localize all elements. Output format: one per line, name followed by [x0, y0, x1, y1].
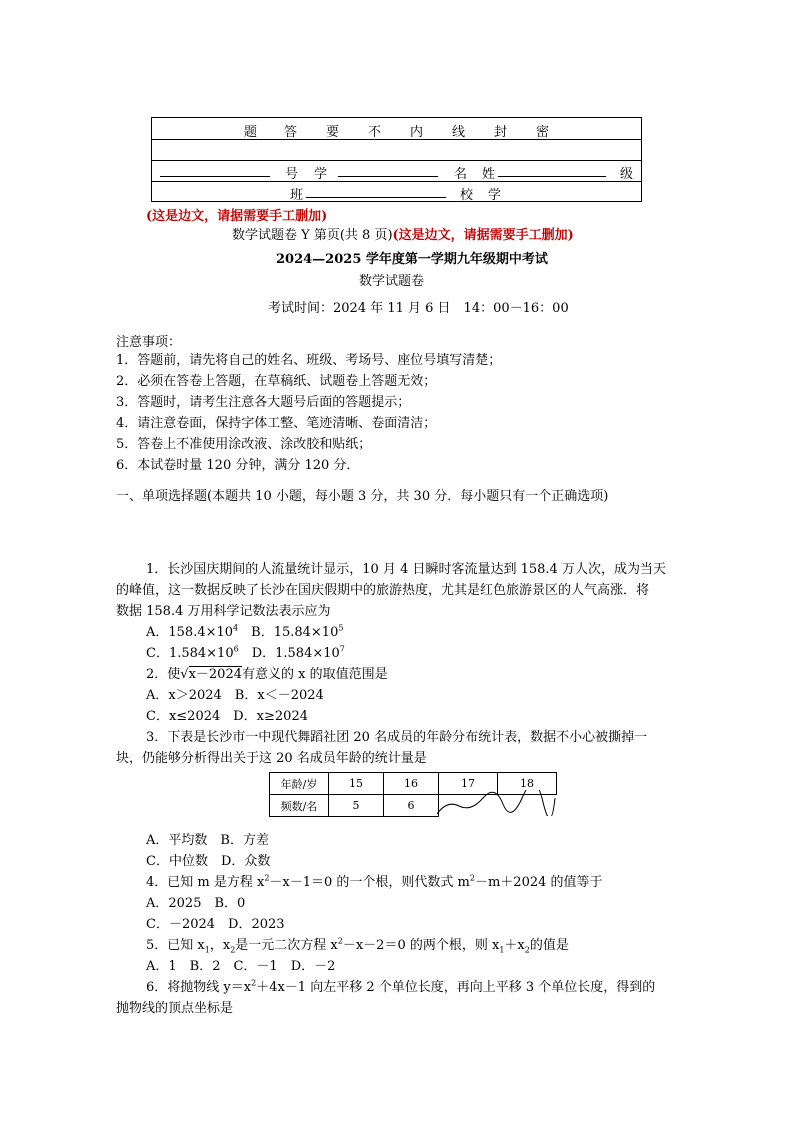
seal-char: 不: [368, 125, 382, 140]
option-text: D．1.584×10: [238, 646, 340, 661]
question-text: [146, 871, 603, 890]
seal-label: 学: [488, 188, 502, 203]
question-text: [146, 934, 569, 955]
seal-label: 学: [314, 167, 328, 182]
seal-char: 线: [452, 125, 466, 140]
option-text: A．158.4×10: [146, 625, 234, 640]
options-row: A．平均数 B．方差: [146, 833, 269, 848]
seal-char: 封: [494, 125, 508, 140]
table-cell: 6: [384, 795, 439, 817]
notes-heading: 注意事项：: [116, 335, 182, 350]
question-part: 2．使: [146, 667, 181, 682]
subscript: 1: [499, 945, 505, 955]
margin-note: (这是边文，请据需要手工删加): [146, 209, 328, 224]
options-row: C．－2024 D．2023: [146, 917, 285, 932]
question-part: 的值是: [529, 938, 569, 953]
question-part: 4．已知 m 是方程 x: [146, 875, 265, 890]
question-text: 抛物线的顶点坐标是: [116, 1001, 234, 1016]
seal-label: 名: [454, 167, 468, 182]
school-blank[interactable]: [306, 197, 446, 198]
table-cell: 15: [329, 773, 384, 795]
seal-label: 班: [290, 188, 304, 203]
torn-edge: [437, 790, 557, 816]
exponent: 2: [469, 873, 475, 883]
note-item: 6．本试卷时量 120 分钟，满分 120 分．: [116, 458, 360, 473]
exponent: 7: [339, 644, 345, 654]
note-item: 1．答题前，请先将自己的姓名、班级、考场号、座位号填写清楚；: [116, 353, 502, 368]
question-text: 数据 158.4 万用科学记数法表示应为: [116, 604, 331, 619]
note-item: 5．答卷上不准使用涂改液、涂改胶和贴纸；: [116, 437, 372, 452]
options-row: A．1 B．2 C．－1 D．－2: [146, 959, 336, 974]
seal-row-4: [152, 181, 641, 202]
class-blank[interactable]: [498, 176, 606, 177]
question-part: －m＋2024 的值等于: [474, 875, 603, 890]
note-item: 4．请注意卷面，保持字体工整、笔迹清晰、卷面清洁；: [116, 416, 437, 431]
paper-name: 数学试题卷: [359, 274, 425, 289]
seal-label: 号: [285, 167, 299, 182]
margin-note-2: (这是边文，请据需要手工删加): [392, 228, 574, 243]
note-item: 2．必须在答卷上答题，在草稿纸、试题卷上答题无效；: [116, 374, 437, 389]
seal-char: 要: [326, 125, 340, 140]
options-row: A．x＞2024 B．x＜－2024: [146, 688, 324, 703]
options-row: [146, 642, 345, 661]
name-blank[interactable]: [338, 176, 438, 177]
subscript: 2: [230, 945, 236, 955]
seal-label: 姓: [482, 167, 496, 182]
question-text: 的峰值，这一数据反映了长沙在国庆假期中的旅游热度，尤其是红色旅游景区的人气高涨．将: [116, 583, 650, 598]
exponent: 4: [233, 623, 239, 633]
seal-row-2: [152, 139, 641, 161]
sqrt-icon: √: [180, 667, 189, 682]
table-cell: 17: [439, 773, 498, 795]
table-cell: 5: [329, 795, 384, 817]
seal-row-1: [152, 118, 641, 140]
options-row: [146, 621, 343, 640]
exponent: 2: [264, 873, 270, 883]
section-heading: 一、单项选择题(本题共 10 小题，每小题 3 分，共 30 分．每小题只有一个正确选项): [116, 489, 609, 504]
options-row: C．中位数 D．众数: [146, 854, 271, 869]
exponent: 6: [233, 644, 239, 654]
question-text: [146, 976, 655, 995]
table-cell: 18: [498, 773, 557, 795]
question-text: 1．长沙国庆期间的人流量统计显示，10 月 4 日瞬时客流量达到 158.4 万人次，成为当天: [146, 562, 666, 577]
options-row: A．2025 B．0: [146, 896, 246, 911]
question-part: 是一元二次方程 x: [235, 938, 338, 953]
exam-time: 考试时间：2024 年 11 月 6 日 14：00－16：00: [268, 301, 569, 316]
seal-char: 题: [244, 125, 258, 140]
option-text: B．15.84×10: [238, 625, 339, 640]
question-part: 5．已知 x: [146, 938, 205, 953]
seal-label: 校: [460, 188, 474, 203]
question-part: ＋x: [504, 938, 525, 953]
question-text: 3．下表是长沙市一中现代舞蹈社团 20 名成员的年龄分布统计表，数据不小心被撕掉一: [146, 730, 648, 745]
page-header-line: [232, 224, 574, 243]
question-part: －x－2＝0 的两个根，则 x: [342, 938, 500, 953]
seal-row-3: [152, 160, 641, 182]
question-part: 6．将抛物线 y＝x: [146, 980, 252, 995]
table-cell: 频数/名: [270, 795, 329, 817]
note-item: 3．答题时，请考生注意各大题号后面的答题提示；: [116, 395, 411, 410]
option-text: C．1.584×10: [146, 646, 234, 661]
question-part: ，x: [209, 938, 231, 953]
seal-char: 内: [410, 125, 424, 140]
seal-label: 级: [620, 167, 634, 182]
radicand: x－2024: [188, 667, 242, 682]
table-cell: 16: [384, 773, 439, 795]
question-part: 有意义的 x 的取值范围是: [242, 667, 388, 682]
seal-char: 密: [536, 125, 550, 140]
options-row: C．x≤2024 D．x≥2024: [146, 709, 308, 724]
question-text: 块，仍能够分析得出关于这 20 名成员年龄的统计量是: [116, 751, 427, 766]
exam-title: 2024—2025 学年度第一学期九年级期中考试: [276, 252, 548, 267]
question-text: [146, 663, 388, 682]
question-part: －x－1＝0 的一个根，则代数式 m: [269, 875, 470, 890]
subscript: 2: [524, 945, 530, 955]
page-info: 数学试题卷 Y 第页(共 8 页): [232, 228, 393, 243]
table-cell: 年龄/岁: [270, 773, 329, 795]
question-part: ＋4x－1 向左平移 2 个单位长度，再向上平移 3 个单位长度，得到的: [256, 980, 656, 995]
exponent: 2: [337, 936, 343, 946]
seal-line-box: [151, 117, 642, 202]
seal-char: 答: [284, 125, 298, 140]
student-id-blank[interactable]: [160, 176, 270, 177]
exponent: 2: [251, 978, 257, 988]
exponent: 5: [338, 623, 344, 633]
subscript: 1: [204, 945, 210, 955]
